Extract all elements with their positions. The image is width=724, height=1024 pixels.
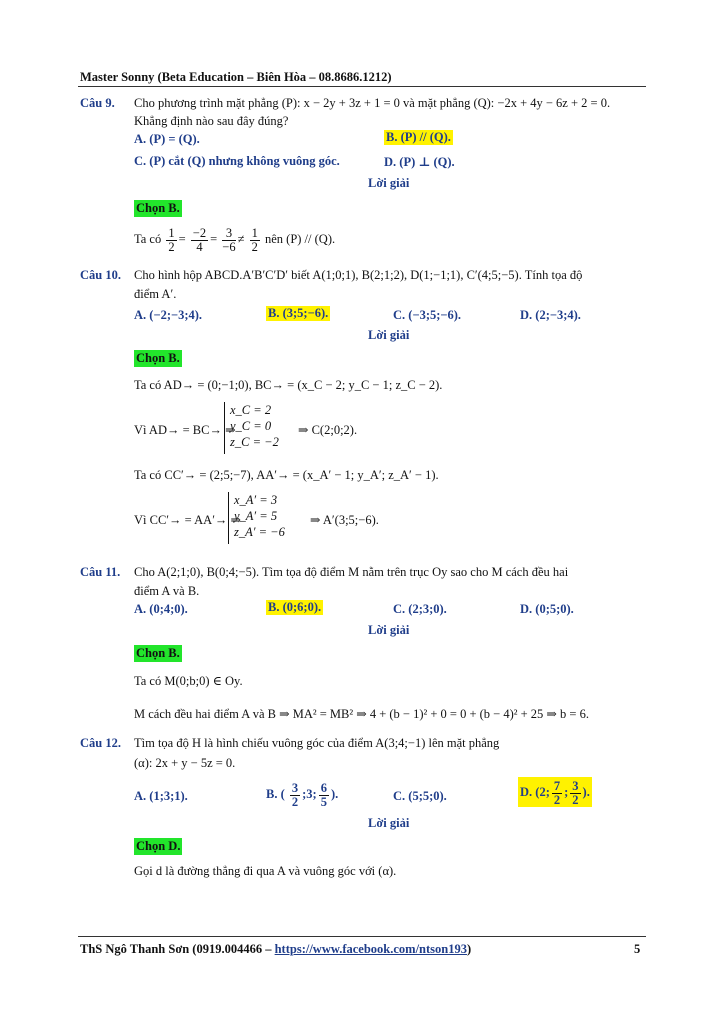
page-number: 5 [634, 942, 641, 956]
q9-option-a: A. (P) = (Q). [134, 132, 200, 146]
q11-step-1: Ta có M(0;b;0) ∈ Oy. [134, 674, 243, 688]
q11-step-2: M cách đều hai điểm A và B ⇒ MA² = MB² ⇒ 4 + (b − 1)² + 0 = 0 + (b − 4)² + 25 ⇒ b = 6. [134, 707, 589, 721]
q11-chosen: Chọn B. [136, 646, 180, 660]
q12-line1: Tìm tọa độ H là hình chiếu vuông góc của điểm A(3;4;−1) lên mặt phẳng [134, 736, 500, 750]
q11-option-d: D. (0;5;0). [520, 602, 574, 616]
q9-line2: Khẳng định nào sau đây đúng? [134, 114, 289, 128]
q9-conclusion: nên (P) // (Q). [264, 232, 336, 246]
footer-close: ) [466, 942, 472, 956]
page-header: Master Sonny (Beta Education – Biên Hòa – 08.8686.1212) [80, 70, 392, 84]
q10-sys2-row: x_A′ = 3 [234, 493, 278, 507]
q11-option-c: C. (2;3;0). [393, 602, 447, 616]
q9-label: Câu 9. [80, 96, 115, 110]
q11-option-a: A. (0;4;0). [134, 602, 188, 616]
q9-option-b: B. (P) // (Q). [386, 130, 451, 144]
q11-solution-heading: Lời giải [368, 623, 410, 637]
q12-chosen: Chọn D. [136, 839, 181, 853]
q10-line2: điểm A′. [134, 287, 177, 301]
q9-ta-co: Ta có [134, 232, 162, 246]
q12-d-frac-2: $\frac{3}{2}$ [572, 778, 579, 807]
q9-frac-4: $\frac{1}{2}$ [251, 225, 258, 254]
q10-system-2 [234, 492, 285, 540]
q10-step-4-post: ⇒ A′(3;5;−6). [310, 513, 379, 527]
q10-option-c: C. (−3;5;−6). [393, 308, 462, 322]
q9-option-d: D. (P) ⊥ (Q). [384, 155, 455, 169]
page-footer [80, 942, 471, 957]
footer-rule [78, 936, 646, 937]
q10-sys2-row: z_A′ = −6 [234, 525, 285, 539]
q10-system-1 [230, 402, 279, 450]
footer-facebook-link[interactable]: https://www.facebook.com/ntson193 [274, 942, 467, 956]
q10-brace-2 [228, 492, 229, 544]
q12-line2: (α): 2x + y − 5z = 0. [134, 756, 236, 770]
q12-option-b: B. ( $\frac{3}{2}$ ;3; $\frac{6}{5}$ ). [266, 780, 339, 809]
q10-solution-heading: Lời giải [368, 328, 410, 342]
q12-option-a: A. (1;3;1). [134, 789, 188, 803]
q10-sys2-row: y_A′ = 5 [234, 509, 278, 523]
q11-line1: Cho A(2;1;0), B(0;4;−5). Tìm tọa độ điểm M nằm trên trục Oy sao cho M cách đều hai [134, 565, 569, 579]
q12-b-frac-1: $\frac{3}{2}$ [291, 780, 299, 809]
q11-label: Câu 11. [80, 565, 121, 579]
q10-step-2-pre: Vì AD→ = BC→ ⇒ [134, 423, 236, 437]
q9-solution-line: Ta có $\frac{1}{2}$ = $\frac{-2}{4}$ = $\frac{3}{-6}$ ≠ $\frac{1}{2}$ nên (P) // (Q). [134, 225, 336, 254]
q9-frac-3: $\frac{3}{-6}$ [222, 225, 236, 254]
q9-frac-1: $\frac{1}{2}$ [168, 225, 175, 254]
header-rule [78, 86, 646, 87]
q9-solution-heading: Lời giải [368, 176, 410, 190]
q10-label: Câu 10. [80, 268, 121, 282]
q10-brace-1 [224, 402, 225, 454]
q10-step-2-post: ⇒ C(2;0;2). [298, 423, 358, 437]
q9-line1: Cho phương trình mặt phẳng (P): x − 2y + 3z + 1 = 0 và mặt phẳng (Q): −2x + 4y − 6z + 2 = 0. [134, 96, 611, 110]
q10-step-1: Ta có AD→ = (0;−1;0), BC→ = (x_C − 2; y_C − 1; z_C − 2). [134, 378, 443, 392]
q12-label: Câu 12. [80, 736, 121, 750]
q12-solution-heading: Lời giải [368, 816, 410, 830]
q11-option-b: B. (0;6;0). [268, 600, 322, 614]
q12-d-frac-1: $\frac{7}{2}$ [553, 778, 561, 807]
q12-step-1: Gọi d là đường thẳng đi qua A và vuông góc với (α). [134, 864, 397, 878]
q12-b-frac-2: $\frac{6}{5}$ [320, 780, 327, 809]
q9-option-c: C. (P) cắt (Q) nhưng không vuông góc. [134, 154, 340, 168]
q12-option-d: D. (2; $\frac{7}{2}$ ; $\frac{3}{2}$ ). [520, 778, 590, 807]
footer-author: ThS Ngô Thanh Sơn (0919.004466 – [80, 942, 275, 956]
q10-option-d: D. (2;−3;4). [520, 308, 581, 322]
q11-line2: điểm A và B. [134, 584, 200, 598]
q12-option-c: C. (5;5;0). [393, 789, 447, 803]
q10-sys1-row: z_C = −2 [230, 435, 279, 449]
q10-option-a: A. (−2;−3;4). [134, 308, 203, 322]
q10-option-b: B. (3;5;−6). [268, 306, 329, 320]
q10-step-4-pre: Vì CC′→ = AA′→ ⇒ [134, 513, 242, 527]
q10-chosen: Chọn B. [136, 351, 180, 365]
q10-sys1-row: x_C = 2 [230, 403, 272, 417]
q9-chosen: Chọn B. [136, 201, 180, 215]
q10-sys1-row: y_C = 0 [230, 419, 272, 433]
q10-step-3: Ta có CC′→ = (2;5;−7), AA′→ = (x_A′ − 1; y_A′; z_A′ − 1). [134, 468, 439, 482]
q9-frac-2: $\frac{-2}{4}$ [192, 225, 207, 254]
q10-line1: Cho hình hộp ABCD.A′B′C′D′ biết A(1;0;1), B(2;1;2), D(1;−1;1), C′(4;5;−5). Tính tọa độ [134, 268, 583, 282]
